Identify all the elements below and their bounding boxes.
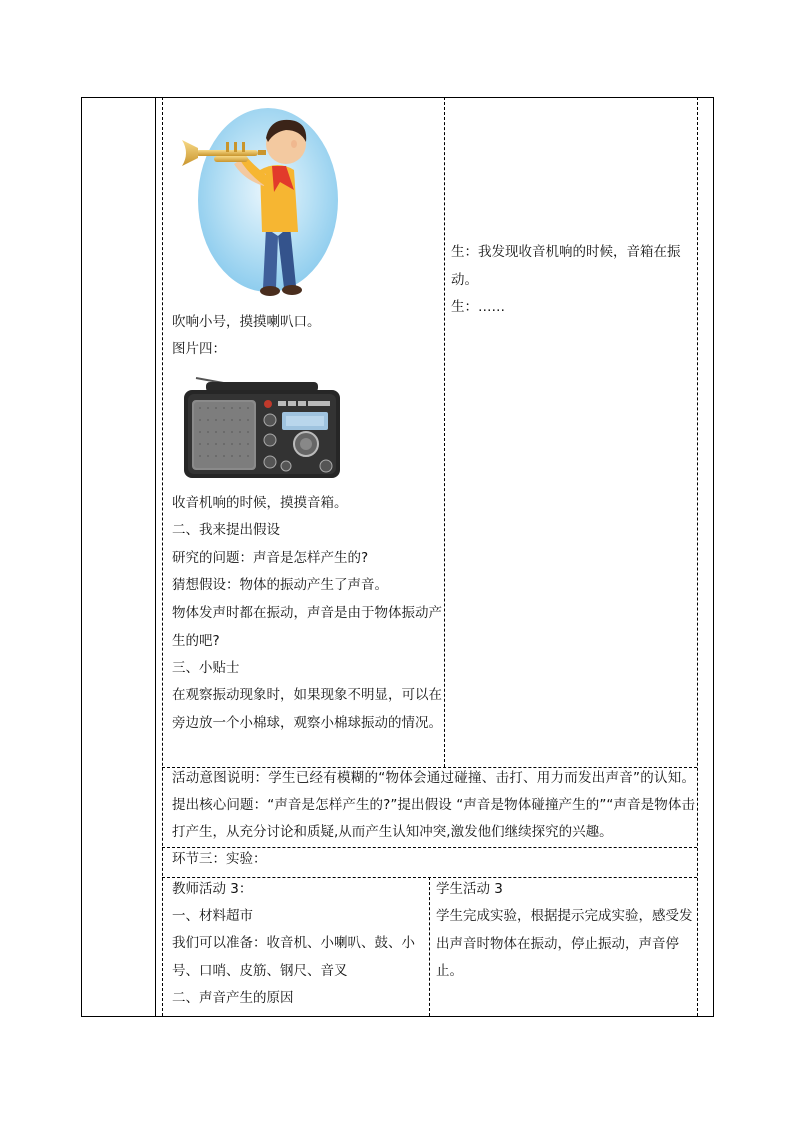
trumpet-boy-icon bbox=[174, 108, 340, 304]
student-answer-1: 生：我发现收音机响的时候，音箱在振动。 bbox=[451, 244, 681, 288]
section-hypothesis-heading: 二、我来提出假设 bbox=[172, 522, 280, 538]
hypothesis-line: 猜想假设：物体的振动产生了声音。 bbox=[172, 577, 388, 593]
trumpet-boy-illustration bbox=[174, 108, 340, 304]
teacher-item-cause: 二、声音产生的原因 bbox=[172, 990, 294, 1006]
teacher-activity-title: 教师活动 3： bbox=[172, 881, 253, 897]
student-activity-text: 学生完成实验，根据提示完成实验，感受发出声音时物体在振动，停止振动，声音停止。 bbox=[436, 908, 693, 979]
label-picture-four: 图片四： bbox=[172, 341, 226, 357]
student-answer-2: 生：…… bbox=[451, 299, 505, 315]
hypothesis-detail: 物体发声时都在振动，声音是由于物体振动产生的吧? bbox=[172, 605, 442, 649]
research-question: 研究的问题：声音是怎样产生的? bbox=[172, 550, 369, 566]
radio-illustration bbox=[182, 374, 342, 482]
tip-paragraph: 在观察振动现象时，如果现象不明显，可以在旁边放一个小棉球，观察小棉球振动的情况。 bbox=[172, 687, 442, 731]
section-tips-heading: 三、小贴士 bbox=[172, 660, 240, 676]
caption-radio: 收音机响的时候，摸摸音箱。 bbox=[172, 495, 348, 511]
stage-three-heading: 环节三：实验： bbox=[172, 851, 267, 867]
teacher-preparation: 我们可以准备：收音机、小喇叭、鼓、小号、口哨、皮筋、钢尺、音叉 bbox=[172, 935, 415, 979]
radio-icon bbox=[182, 374, 342, 482]
teacher-item-materials: 一、材料超市 bbox=[172, 908, 253, 924]
caption-trumpet: 吹响小号，摸摸喇叭口。 bbox=[172, 314, 321, 330]
activity-intent: 活动意图说明：学生已经有模糊的“物体会通过碰撞、击打、用力而发出声音”的认知。提出核心问题：“声音是怎样产生的?”提出假设 “声音是物体碰撞产生的”“声音是物体击打产生，从充分讨论和质疑,从而产生认知冲突,激发他们继续探究的兴趣。 bbox=[172, 770, 695, 840]
student-activity-title: 学生活动 3 bbox=[436, 881, 503, 897]
